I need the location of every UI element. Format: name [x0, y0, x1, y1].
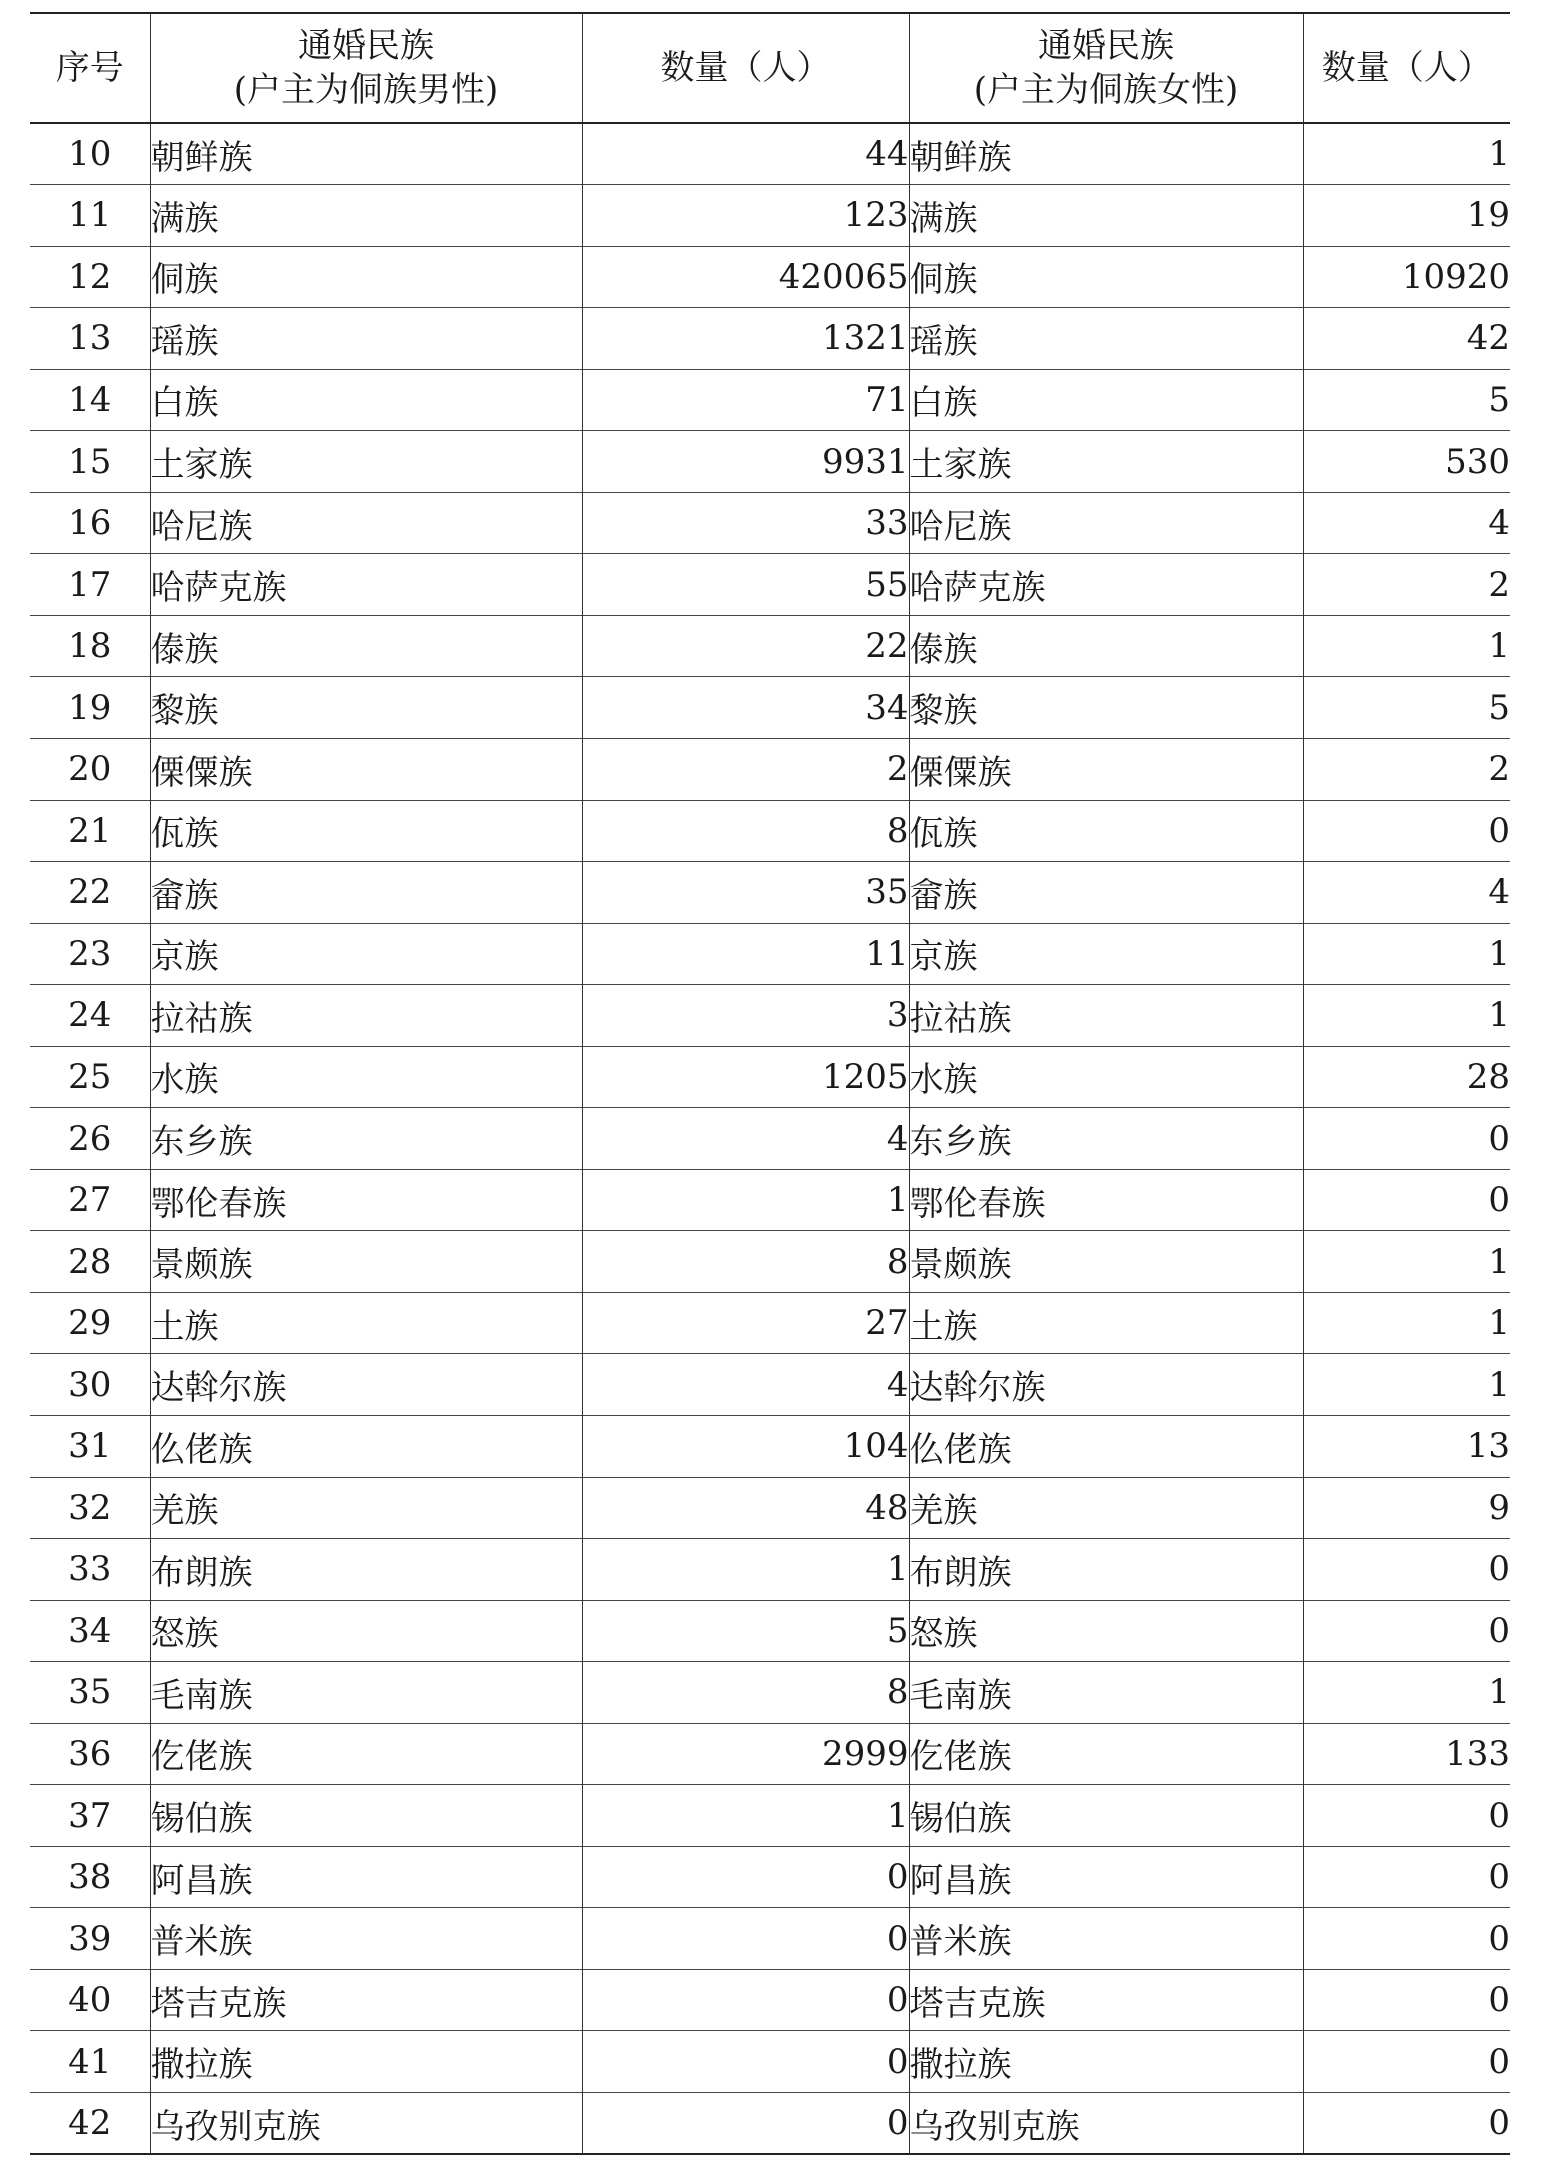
- male-intermarriage-count: 8: [582, 1231, 909, 1293]
- male-intermarriage-count: 33: [582, 492, 909, 554]
- header-row: [30, 13, 1510, 123]
- female-intermarriage-count: 2: [1303, 554, 1510, 616]
- female-intermarriage-ethnicity: 侗族: [909, 246, 1303, 308]
- female-intermarriage-count: 0: [1303, 1169, 1510, 1231]
- table-row: [30, 677, 1510, 739]
- female-intermarriage-count: 5: [1303, 369, 1510, 431]
- table-row: [30, 1477, 1510, 1539]
- female-intermarriage-count: 1: [1303, 615, 1510, 677]
- male-intermarriage-ethnicity: 土族: [150, 1292, 582, 1354]
- male-intermarriage-ethnicity: 瑶族: [150, 308, 582, 370]
- male-intermarriage-ethnicity: 怒族: [150, 1600, 582, 1662]
- female-intermarriage-count: 0: [1303, 1846, 1510, 1908]
- male-intermarriage-count: 8: [582, 800, 909, 862]
- male-intermarriage-count: 11: [582, 923, 909, 985]
- table-row: [30, 1908, 1510, 1970]
- female-intermarriage-ethnicity: 鄂伦春族: [909, 1169, 1303, 1231]
- row-index: 11: [68, 195, 112, 236]
- male-intermarriage-ethnicity: 拉祜族: [150, 985, 582, 1047]
- female-intermarriage-count: 19: [1303, 185, 1510, 247]
- male-intermarriage-ethnicity: 达斡尔族: [150, 1354, 582, 1416]
- male-intermarriage-count: 1: [582, 1785, 909, 1847]
- table-row: [30, 1046, 1510, 1108]
- row-index: 32: [68, 1487, 112, 1528]
- row-index: 18: [68, 626, 112, 667]
- row-index: 38: [68, 1857, 112, 1898]
- table-body: [30, 123, 1510, 2154]
- female-intermarriage-ethnicity: 乌孜别克族: [909, 2093, 1303, 2155]
- female-intermarriage-ethnicity: 阿昌族: [909, 1846, 1303, 1908]
- male-intermarriage-ethnicity: 乌孜别克族: [150, 2093, 582, 2155]
- female-intermarriage-count: 0: [1303, 1539, 1510, 1601]
- male-intermarriage-ethnicity: 畲族: [150, 862, 582, 924]
- table-row: [30, 1539, 1510, 1601]
- female-intermarriage-count: 1: [1303, 985, 1510, 1047]
- female-intermarriage-ethnicity: 土族: [909, 1292, 1303, 1354]
- header-male-name-line1: 通婚民族: [298, 26, 434, 66]
- header-male-name-line2: (户主为侗族男性): [233, 70, 499, 110]
- female-intermarriage-count: 1: [1303, 123, 1510, 185]
- table-row: [30, 1415, 1510, 1477]
- row-index: 37: [68, 1795, 112, 1836]
- male-intermarriage-count: 0: [582, 1969, 909, 2031]
- female-intermarriage-count: 0: [1303, 1908, 1510, 1970]
- female-intermarriage-count: 530: [1303, 431, 1510, 493]
- table-row: [30, 862, 1510, 924]
- male-intermarriage-ethnicity: 羌族: [150, 1477, 582, 1539]
- table-row: [30, 554, 1510, 616]
- male-intermarriage-count: 5: [582, 1600, 909, 1662]
- row-index: 24: [68, 995, 112, 1036]
- row-index: 12: [68, 256, 112, 297]
- female-intermarriage-ethnicity: 撒拉族: [909, 2031, 1303, 2093]
- male-intermarriage-count: 1321: [582, 308, 909, 370]
- male-intermarriage-count: 22: [582, 615, 909, 677]
- female-intermarriage-ethnicity: 满族: [909, 185, 1303, 247]
- male-intermarriage-count: 55: [582, 554, 909, 616]
- row-index: 30: [68, 1364, 112, 1405]
- male-intermarriage-count: 2999: [582, 1723, 909, 1785]
- row-index: 13: [68, 318, 112, 359]
- female-intermarriage-ethnicity: 佤族: [909, 800, 1303, 862]
- female-intermarriage-ethnicity: 黎族: [909, 677, 1303, 739]
- row-index: 27: [68, 1180, 112, 1221]
- row-index: 26: [68, 1118, 112, 1159]
- male-intermarriage-ethnicity: 景颇族: [150, 1231, 582, 1293]
- table-row: [30, 1108, 1510, 1170]
- table-row: [30, 923, 1510, 985]
- male-intermarriage-count: 0: [582, 2093, 909, 2155]
- row-index: 41: [68, 2041, 112, 2082]
- female-intermarriage-ethnicity: 土家族: [909, 431, 1303, 493]
- row-index: 29: [68, 1303, 112, 1344]
- female-intermarriage-count: 0: [1303, 1600, 1510, 1662]
- row-index: 39: [68, 1918, 112, 1959]
- female-intermarriage-count: 0: [1303, 1969, 1510, 2031]
- male-intermarriage-count: 4: [582, 1354, 909, 1416]
- table-row: [30, 615, 1510, 677]
- female-intermarriage-ethnicity: 水族: [909, 1046, 1303, 1108]
- female-intermarriage-count: 133: [1303, 1723, 1510, 1785]
- female-intermarriage-count: 42: [1303, 308, 1510, 370]
- table-row: [30, 1846, 1510, 1908]
- female-intermarriage-count: 1: [1303, 1354, 1510, 1416]
- female-intermarriage-count: 2: [1303, 738, 1510, 800]
- row-index: 33: [68, 1549, 112, 1590]
- female-intermarriage-ethnicity: 怒族: [909, 1600, 1303, 1662]
- table-row: [30, 1969, 1510, 2031]
- female-intermarriage-ethnicity: 景颇族: [909, 1231, 1303, 1293]
- male-intermarriage-ethnicity: 普米族: [150, 1908, 582, 1970]
- header-female-name-line2: (户主为侗族女性): [973, 70, 1239, 110]
- female-intermarriage-ethnicity: 达斡尔族: [909, 1354, 1303, 1416]
- table-row: [30, 1354, 1510, 1416]
- row-index: 19: [68, 687, 112, 728]
- row-index: 28: [68, 1241, 112, 1282]
- female-intermarriage-count: 4: [1303, 862, 1510, 924]
- row-index: 42: [68, 2103, 112, 2144]
- table-row: [30, 308, 1510, 370]
- header-female-name: [909, 13, 1303, 123]
- female-intermarriage-count: 1: [1303, 1662, 1510, 1724]
- row-index: 15: [68, 441, 112, 482]
- header-female-qty: [1303, 13, 1510, 123]
- male-intermarriage-count: 0: [582, 1846, 909, 1908]
- male-intermarriage-ethnicity: 侗族: [150, 246, 582, 308]
- female-intermarriage-ethnicity: 仫佬族: [909, 1415, 1303, 1477]
- female-intermarriage-ethnicity: 拉祜族: [909, 985, 1303, 1047]
- male-intermarriage-count: 8: [582, 1662, 909, 1724]
- male-intermarriage-ethnicity: 白族: [150, 369, 582, 431]
- male-intermarriage-ethnicity: 锡伯族: [150, 1785, 582, 1847]
- female-intermarriage-count: 1: [1303, 1231, 1510, 1293]
- male-intermarriage-ethnicity: 塔吉克族: [150, 1969, 582, 2031]
- row-index: 22: [68, 872, 112, 913]
- female-intermarriage-ethnicity: 傣族: [909, 615, 1303, 677]
- male-intermarriage-ethnicity: 哈萨克族: [150, 554, 582, 616]
- male-intermarriage-count: 71: [582, 369, 909, 431]
- male-intermarriage-count: 1: [582, 1539, 909, 1601]
- header-index: 序号: [55, 48, 124, 88]
- male-intermarriage-ethnicity: 朝鲜族: [150, 123, 582, 185]
- male-intermarriage-count: 35: [582, 862, 909, 924]
- female-intermarriage-count: 0: [1303, 1108, 1510, 1170]
- female-intermarriage-ethnicity: 哈萨克族: [909, 554, 1303, 616]
- row-index: 10: [68, 134, 112, 175]
- table-row: [30, 2031, 1510, 2093]
- row-index: 16: [68, 503, 112, 544]
- male-intermarriage-ethnicity: 京族: [150, 923, 582, 985]
- header-male-qty: [582, 13, 909, 123]
- table-row: [30, 985, 1510, 1047]
- female-intermarriage-count: 1: [1303, 1292, 1510, 1354]
- row-index: 40: [68, 1980, 112, 2021]
- table-row: [30, 246, 1510, 308]
- table-row: [30, 1723, 1510, 1785]
- female-intermarriage-count: 28: [1303, 1046, 1510, 1108]
- female-intermarriage-ethnicity: 京族: [909, 923, 1303, 985]
- row-index: 21: [68, 810, 112, 851]
- female-intermarriage-count: 5: [1303, 677, 1510, 739]
- female-intermarriage-count: 0: [1303, 2031, 1510, 2093]
- row-index: 14: [68, 379, 112, 420]
- intermarriage-table: [30, 12, 1510, 2155]
- row-index: 20: [68, 749, 112, 790]
- female-intermarriage-ethnicity: 仡佬族: [909, 1723, 1303, 1785]
- female-intermarriage-count: 1: [1303, 923, 1510, 985]
- female-intermarriage-ethnicity: 东乡族: [909, 1108, 1303, 1170]
- male-intermarriage-count: 9931: [582, 431, 909, 493]
- male-intermarriage-count: 2: [582, 738, 909, 800]
- female-intermarriage-ethnicity: 白族: [909, 369, 1303, 431]
- female-intermarriage-ethnicity: 塔吉克族: [909, 1969, 1303, 2031]
- table-row: [30, 185, 1510, 247]
- male-intermarriage-count: 104: [582, 1415, 909, 1477]
- male-intermarriage-count: 123: [582, 185, 909, 247]
- female-intermarriage-count: 9: [1303, 1477, 1510, 1539]
- row-index: 36: [68, 1733, 112, 1774]
- header-female-qty-label: 数量（人）: [1321, 48, 1492, 88]
- row-index: 17: [68, 564, 112, 605]
- table-header: [30, 13, 1510, 123]
- male-intermarriage-ethnicity: 佤族: [150, 800, 582, 862]
- header-female-name-line1: 通婚民族: [1038, 26, 1174, 66]
- male-intermarriage-count: 420065: [582, 246, 909, 308]
- female-intermarriage-ethnicity: 瑶族: [909, 308, 1303, 370]
- male-intermarriage-ethnicity: 哈尼族: [150, 492, 582, 554]
- male-intermarriage-ethnicity: 仡佬族: [150, 1723, 582, 1785]
- female-intermarriage-ethnicity: 普米族: [909, 1908, 1303, 1970]
- male-intermarriage-count: 1: [582, 1169, 909, 1231]
- male-intermarriage-ethnicity: 傈僳族: [150, 738, 582, 800]
- table-row: [30, 1169, 1510, 1231]
- female-intermarriage-count: 10920: [1303, 246, 1510, 308]
- female-intermarriage-ethnicity: 傈僳族: [909, 738, 1303, 800]
- male-intermarriage-count: 34: [582, 677, 909, 739]
- table-row: [30, 1292, 1510, 1354]
- male-intermarriage-count: 27: [582, 1292, 909, 1354]
- table-row: [30, 800, 1510, 862]
- female-intermarriage-count: 13: [1303, 1415, 1510, 1477]
- female-intermarriage-count: 0: [1303, 1785, 1510, 1847]
- male-intermarriage-ethnicity: 满族: [150, 185, 582, 247]
- male-intermarriage-count: 0: [582, 1908, 909, 1970]
- row-index: 34: [68, 1610, 112, 1651]
- female-intermarriage-count: 0: [1303, 800, 1510, 862]
- header-male-name: [150, 13, 582, 123]
- female-intermarriage-ethnicity: 朝鲜族: [909, 123, 1303, 185]
- male-intermarriage-ethnicity: 东乡族: [150, 1108, 582, 1170]
- male-intermarriage-count: 0: [582, 2031, 909, 2093]
- female-intermarriage-count: 4: [1303, 492, 1510, 554]
- table-row: [30, 1785, 1510, 1847]
- male-intermarriage-ethnicity: 水族: [150, 1046, 582, 1108]
- female-intermarriage-ethnicity: 布朗族: [909, 1539, 1303, 1601]
- header-male-qty-label: 数量（人）: [660, 48, 831, 88]
- male-intermarriage-count: 3: [582, 985, 909, 1047]
- male-intermarriage-ethnicity: 傣族: [150, 615, 582, 677]
- male-intermarriage-ethnicity: 布朗族: [150, 1539, 582, 1601]
- female-intermarriage-ethnicity: 羌族: [909, 1477, 1303, 1539]
- female-intermarriage-ethnicity: 毛南族: [909, 1662, 1303, 1724]
- female-intermarriage-count: 0: [1303, 2093, 1510, 2155]
- row-index: 31: [68, 1426, 112, 1467]
- male-intermarriage-count: 48: [582, 1477, 909, 1539]
- male-intermarriage-count: 1205: [582, 1046, 909, 1108]
- table-row: [30, 492, 1510, 554]
- table-row: [30, 431, 1510, 493]
- male-intermarriage-ethnicity: 阿昌族: [150, 1846, 582, 1908]
- female-intermarriage-ethnicity: 哈尼族: [909, 492, 1303, 554]
- male-intermarriage-ethnicity: 撒拉族: [150, 2031, 582, 2093]
- male-intermarriage-count: 4: [582, 1108, 909, 1170]
- row-index: 35: [68, 1672, 112, 1713]
- male-intermarriage-ethnicity: 鄂伦春族: [150, 1169, 582, 1231]
- female-intermarriage-ethnicity: 锡伯族: [909, 1785, 1303, 1847]
- male-intermarriage-ethnicity: 仫佬族: [150, 1415, 582, 1477]
- male-intermarriage-ethnicity: 毛南族: [150, 1662, 582, 1724]
- female-intermarriage-ethnicity: 畲族: [909, 862, 1303, 924]
- male-intermarriage-ethnicity: 土家族: [150, 431, 582, 493]
- table-row: [30, 1231, 1510, 1293]
- male-intermarriage-count: 44: [582, 123, 909, 185]
- male-intermarriage-ethnicity: 黎族: [150, 677, 582, 739]
- table-row: [30, 738, 1510, 800]
- table-row: [30, 123, 1510, 185]
- table-row: [30, 1662, 1510, 1724]
- row-index: 25: [68, 1056, 112, 1097]
- table-row: [30, 1600, 1510, 1662]
- table-row: [30, 2093, 1510, 2155]
- table-row: [30, 369, 1510, 431]
- row-index: 23: [68, 933, 112, 974]
